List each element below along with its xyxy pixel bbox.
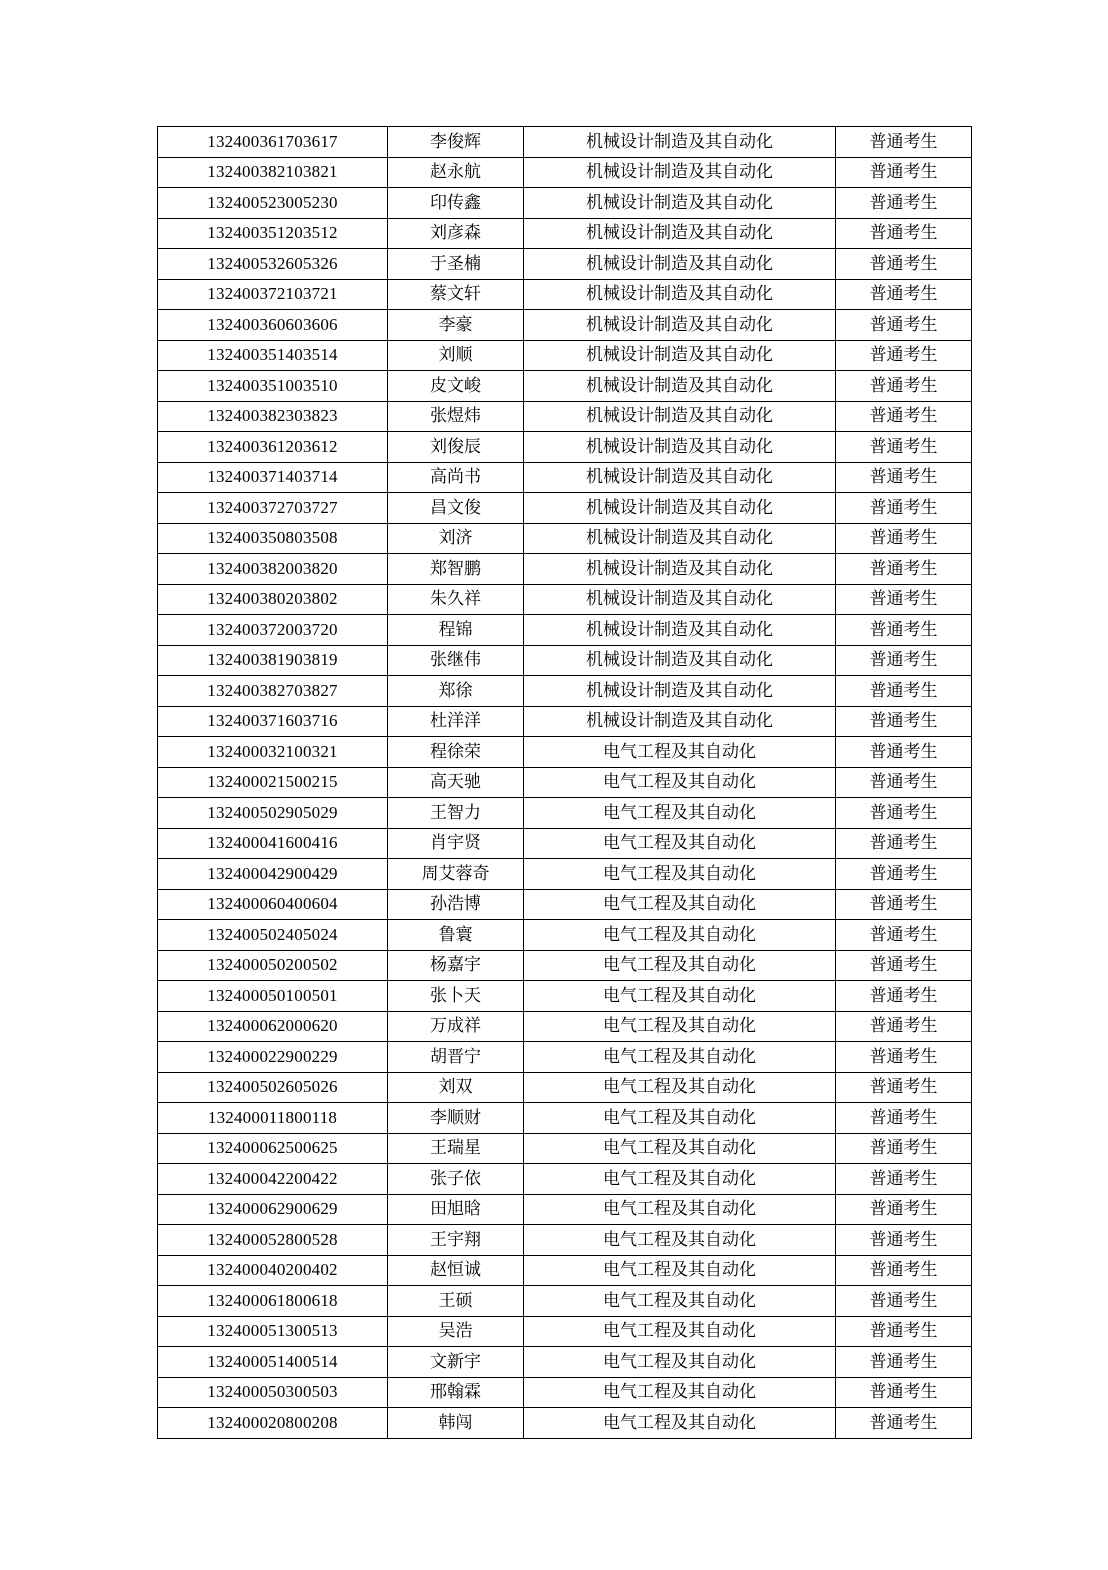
table-row	[158, 1103, 972, 1134]
major-cell: 机械设计制造及其自动化	[524, 615, 836, 646]
student-name-cell: 韩闯	[388, 1408, 524, 1439]
table-row	[158, 188, 972, 219]
table-row	[158, 249, 972, 280]
candidate-type-cell: 普通考生	[836, 218, 972, 249]
candidate-id-cell: 132400041600416	[158, 828, 388, 859]
table-row	[158, 1011, 972, 1042]
student-name-cell: 皮文峻	[388, 371, 524, 402]
major-cell: 机械设计制造及其自动化	[524, 493, 836, 524]
table-row	[158, 645, 972, 676]
candidate-type-cell: 普通考生	[836, 157, 972, 188]
student-name-cell: 蔡文轩	[388, 279, 524, 310]
student-name-cell: 胡晋宁	[388, 1042, 524, 1073]
table-row	[158, 279, 972, 310]
table-row	[158, 127, 972, 158]
table-row	[158, 1286, 972, 1317]
major-cell: 机械设计制造及其自动化	[524, 188, 836, 219]
student-name-cell: 张继伟	[388, 645, 524, 676]
student-name-cell: 张卜天	[388, 981, 524, 1012]
table-row	[158, 1347, 972, 1378]
candidate-type-cell: 普通考生	[836, 1225, 972, 1256]
student-name-cell: 吴浩	[388, 1316, 524, 1347]
table-row	[158, 432, 972, 463]
candidate-type-cell: 普通考生	[836, 706, 972, 737]
student-name-cell: 郑智鹏	[388, 554, 524, 585]
major-cell: 电气工程及其自动化	[524, 767, 836, 798]
major-cell: 电气工程及其自动化	[524, 828, 836, 859]
candidate-type-cell: 普通考生	[836, 1347, 972, 1378]
major-cell: 机械设计制造及其自动化	[524, 432, 836, 463]
table-row	[158, 340, 972, 371]
student-name-cell: 杨嘉宇	[388, 950, 524, 981]
candidate-id-cell: 132400382303823	[158, 401, 388, 432]
student-name-cell: 刘济	[388, 523, 524, 554]
candidate-id-cell: 132400062500625	[158, 1133, 388, 1164]
candidate-type-cell: 普通考生	[836, 127, 972, 158]
student-name-cell: 王瑞星	[388, 1133, 524, 1164]
candidate-id-cell: 132400351203512	[158, 218, 388, 249]
candidate-id-cell: 132400351003510	[158, 371, 388, 402]
major-cell: 机械设计制造及其自动化	[524, 554, 836, 585]
major-cell: 电气工程及其自动化	[524, 1255, 836, 1286]
candidate-id-cell: 132400051400514	[158, 1347, 388, 1378]
table-row	[158, 859, 972, 890]
table-row	[158, 981, 972, 1012]
candidate-type-cell: 普通考生	[836, 279, 972, 310]
table-row	[158, 371, 972, 402]
candidate-type-cell: 普通考生	[836, 1011, 972, 1042]
table-row	[158, 1377, 972, 1408]
major-cell: 电气工程及其自动化	[524, 889, 836, 920]
candidate-id-cell: 132400372103721	[158, 279, 388, 310]
student-name-cell: 万成祥	[388, 1011, 524, 1042]
major-cell: 机械设计制造及其自动化	[524, 462, 836, 493]
table-row	[158, 554, 972, 585]
candidate-type-cell: 普通考生	[836, 310, 972, 341]
student-name-cell: 赵恒诚	[388, 1255, 524, 1286]
major-cell: 电气工程及其自动化	[524, 798, 836, 829]
major-cell: 电气工程及其自动化	[524, 920, 836, 951]
candidate-id-cell: 132400371403714	[158, 462, 388, 493]
candidate-id-cell: 132400380203802	[158, 584, 388, 615]
candidate-id-cell: 132400523005230	[158, 188, 388, 219]
table-row	[158, 1408, 972, 1439]
candidate-id-cell: 132400052800528	[158, 1225, 388, 1256]
candidate-type-cell: 普通考生	[836, 737, 972, 768]
student-name-cell: 程徐荣	[388, 737, 524, 768]
major-cell: 电气工程及其自动化	[524, 950, 836, 981]
candidate-id-cell: 132400050100501	[158, 981, 388, 1012]
student-name-cell: 田旭晗	[388, 1194, 524, 1225]
candidate-id-cell: 132400020800208	[158, 1408, 388, 1439]
student-name-cell: 王智力	[388, 798, 524, 829]
table-row	[158, 157, 972, 188]
candidate-type-cell: 普通考生	[836, 1164, 972, 1195]
major-cell: 机械设计制造及其自动化	[524, 584, 836, 615]
candidate-id-cell: 132400502405024	[158, 920, 388, 951]
major-cell: 机械设计制造及其自动化	[524, 340, 836, 371]
student-name-cell: 李豪	[388, 310, 524, 341]
candidate-type-cell: 普通考生	[836, 859, 972, 890]
major-cell: 电气工程及其自动化	[524, 1011, 836, 1042]
major-cell: 电气工程及其自动化	[524, 1103, 836, 1134]
table-row	[158, 615, 972, 646]
candidate-id-cell: 132400350803508	[158, 523, 388, 554]
student-name-cell: 邢翰霖	[388, 1377, 524, 1408]
candidate-id-cell: 132400060400604	[158, 889, 388, 920]
table-row	[158, 920, 972, 951]
major-cell: 机械设计制造及其自动化	[524, 645, 836, 676]
candidate-type-cell: 普通考生	[836, 584, 972, 615]
table-row	[158, 462, 972, 493]
candidate-type-cell: 普通考生	[836, 401, 972, 432]
student-name-cell: 于圣楠	[388, 249, 524, 280]
candidate-id-cell: 132400062900629	[158, 1194, 388, 1225]
candidate-id-cell: 132400532605326	[158, 249, 388, 280]
major-cell: 电气工程及其自动化	[524, 1286, 836, 1317]
major-cell: 机械设计制造及其自动化	[524, 127, 836, 158]
student-name-cell: 印传鑫	[388, 188, 524, 219]
student-name-cell: 郑徐	[388, 676, 524, 707]
candidate-id-cell: 132400361703617	[158, 127, 388, 158]
major-cell: 机械设计制造及其自动化	[524, 218, 836, 249]
candidate-type-cell: 普通考生	[836, 493, 972, 524]
student-name-cell: 朱久祥	[388, 584, 524, 615]
table-row	[158, 767, 972, 798]
candidate-type-cell: 普通考生	[836, 676, 972, 707]
admission-list-body	[158, 127, 972, 1439]
candidate-id-cell: 132400042900429	[158, 859, 388, 890]
major-cell: 电气工程及其自动化	[524, 1164, 836, 1195]
major-cell: 电气工程及其自动化	[524, 1377, 836, 1408]
table-row	[158, 1316, 972, 1347]
major-cell: 电气工程及其自动化	[524, 1408, 836, 1439]
admission-list-table	[157, 126, 972, 1439]
candidate-id-cell: 132400502905029	[158, 798, 388, 829]
major-cell: 电气工程及其自动化	[524, 1225, 836, 1256]
student-name-cell: 昌文俊	[388, 493, 524, 524]
table-row	[158, 1072, 972, 1103]
candidate-type-cell: 普通考生	[836, 1286, 972, 1317]
table-row	[158, 310, 972, 341]
candidate-id-cell: 132400382003820	[158, 554, 388, 585]
candidate-id-cell: 132400372003720	[158, 615, 388, 646]
student-name-cell: 赵永航	[388, 157, 524, 188]
table-row	[158, 1164, 972, 1195]
candidate-type-cell: 普通考生	[836, 1377, 972, 1408]
table-row	[158, 493, 972, 524]
major-cell: 电气工程及其自动化	[524, 1072, 836, 1103]
table-row	[158, 218, 972, 249]
major-cell: 机械设计制造及其自动化	[524, 371, 836, 402]
candidate-type-cell: 普通考生	[836, 188, 972, 219]
candidate-id-cell: 132400022900229	[158, 1042, 388, 1073]
major-cell: 电气工程及其自动化	[524, 1316, 836, 1347]
table-row	[158, 401, 972, 432]
candidate-id-cell: 132400050200502	[158, 950, 388, 981]
candidate-type-cell: 普通考生	[836, 1042, 972, 1073]
candidate-id-cell: 132400021500215	[158, 767, 388, 798]
major-cell: 机械设计制造及其自动化	[524, 279, 836, 310]
student-name-cell: 文新宇	[388, 1347, 524, 1378]
candidate-type-cell: 普通考生	[836, 1103, 972, 1134]
major-cell: 机械设计制造及其自动化	[524, 157, 836, 188]
major-cell: 机械设计制造及其自动化	[524, 676, 836, 707]
student-name-cell: 李俊辉	[388, 127, 524, 158]
candidate-type-cell: 普通考生	[836, 1194, 972, 1225]
student-name-cell: 高尚书	[388, 462, 524, 493]
candidate-id-cell: 132400382103821	[158, 157, 388, 188]
table-row	[158, 523, 972, 554]
candidate-type-cell: 普通考生	[836, 340, 972, 371]
table-row	[158, 737, 972, 768]
major-cell: 电气工程及其自动化	[524, 981, 836, 1012]
candidate-type-cell: 普通考生	[836, 889, 972, 920]
major-cell: 电气工程及其自动化	[524, 1133, 836, 1164]
candidate-id-cell: 132400040200402	[158, 1255, 388, 1286]
candidate-type-cell: 普通考生	[836, 798, 972, 829]
candidate-type-cell: 普通考生	[836, 249, 972, 280]
table-row	[158, 828, 972, 859]
candidate-type-cell: 普通考生	[836, 1133, 972, 1164]
candidate-type-cell: 普通考生	[836, 432, 972, 463]
major-cell: 电气工程及其自动化	[524, 737, 836, 768]
candidate-type-cell: 普通考生	[836, 1316, 972, 1347]
student-name-cell: 刘顺	[388, 340, 524, 371]
candidate-id-cell: 132400011800118	[158, 1103, 388, 1134]
table-row	[158, 950, 972, 981]
candidate-type-cell: 普通考生	[836, 1408, 972, 1439]
student-name-cell: 王宇翔	[388, 1225, 524, 1256]
table-row	[158, 1133, 972, 1164]
candidate-id-cell: 132400381903819	[158, 645, 388, 676]
candidate-type-cell: 普通考生	[836, 767, 972, 798]
candidate-type-cell: 普通考生	[836, 981, 972, 1012]
major-cell: 电气工程及其自动化	[524, 1194, 836, 1225]
candidate-type-cell: 普通考生	[836, 645, 972, 676]
table-row	[158, 1194, 972, 1225]
candidate-id-cell: 132400061800618	[158, 1286, 388, 1317]
candidate-id-cell: 132400371603716	[158, 706, 388, 737]
student-name-cell: 张子依	[388, 1164, 524, 1195]
candidate-id-cell: 132400351403514	[158, 340, 388, 371]
student-name-cell: 鲁寰	[388, 920, 524, 951]
student-name-cell: 孙浩博	[388, 889, 524, 920]
table-row	[158, 798, 972, 829]
candidate-type-cell: 普通考生	[836, 462, 972, 493]
candidate-id-cell: 132400361203612	[158, 432, 388, 463]
student-name-cell: 张煜炜	[388, 401, 524, 432]
table-row	[158, 676, 972, 707]
table-row	[158, 584, 972, 615]
candidate-id-cell: 132400042200422	[158, 1164, 388, 1195]
major-cell: 机械设计制造及其自动化	[524, 523, 836, 554]
candidate-type-cell: 普通考生	[836, 523, 972, 554]
candidate-type-cell: 普通考生	[836, 1072, 972, 1103]
candidate-id-cell: 132400050300503	[158, 1377, 388, 1408]
major-cell: 机械设计制造及其自动化	[524, 401, 836, 432]
candidate-type-cell: 普通考生	[836, 371, 972, 402]
candidate-id-cell: 132400062000620	[158, 1011, 388, 1042]
student-name-cell: 程锦	[388, 615, 524, 646]
student-name-cell: 刘俊辰	[388, 432, 524, 463]
candidate-id-cell: 132400032100321	[158, 737, 388, 768]
candidate-type-cell: 普通考生	[836, 920, 972, 951]
major-cell: 机械设计制造及其自动化	[524, 249, 836, 280]
candidate-type-cell: 普通考生	[836, 554, 972, 585]
student-name-cell: 周艾蓉奇	[388, 859, 524, 890]
student-name-cell: 刘双	[388, 1072, 524, 1103]
student-name-cell: 刘彦森	[388, 218, 524, 249]
candidate-id-cell: 132400051300513	[158, 1316, 388, 1347]
table-row	[158, 1225, 972, 1256]
student-name-cell: 杜洋洋	[388, 706, 524, 737]
candidate-type-cell: 普通考生	[836, 828, 972, 859]
candidate-id-cell: 132400360603606	[158, 310, 388, 341]
major-cell: 机械设计制造及其自动化	[524, 706, 836, 737]
major-cell: 机械设计制造及其自动化	[524, 310, 836, 341]
student-name-cell: 李顺财	[388, 1103, 524, 1134]
candidate-type-cell: 普通考生	[836, 1255, 972, 1286]
candidate-id-cell: 132400382703827	[158, 676, 388, 707]
table-row	[158, 1255, 972, 1286]
student-name-cell: 肖宇贤	[388, 828, 524, 859]
major-cell: 电气工程及其自动化	[524, 1347, 836, 1378]
major-cell: 电气工程及其自动化	[524, 1042, 836, 1073]
candidate-type-cell: 普通考生	[836, 950, 972, 981]
table-row	[158, 1042, 972, 1073]
table-row	[158, 889, 972, 920]
student-name-cell: 王硕	[388, 1286, 524, 1317]
candidate-id-cell: 132400502605026	[158, 1072, 388, 1103]
major-cell: 电气工程及其自动化	[524, 859, 836, 890]
candidate-type-cell: 普通考生	[836, 615, 972, 646]
student-name-cell: 高天驰	[388, 767, 524, 798]
candidate-id-cell: 132400372703727	[158, 493, 388, 524]
table-row	[158, 706, 972, 737]
